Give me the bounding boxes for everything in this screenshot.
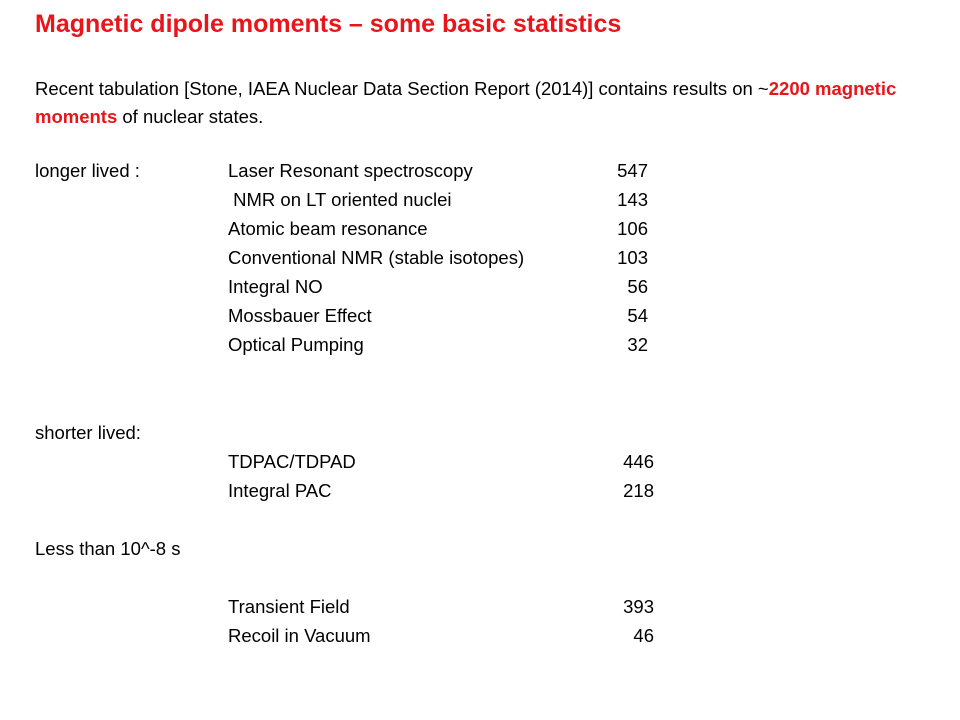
method-row (0, 189, 960, 218)
method-name: Mossbauer Effect (228, 305, 372, 326)
method-row (0, 247, 960, 276)
method-count: 32 (627, 334, 648, 355)
less-than-label: Less than 10^-8 s (35, 538, 181, 559)
method-row (0, 334, 960, 363)
method-row (0, 596, 960, 625)
longer-lived-label: longer lived : (35, 160, 140, 181)
method-row (0, 451, 960, 480)
intro-paragraph (35, 75, 935, 131)
slide-title: Magnetic dipole moments – some basic statistics (35, 10, 622, 38)
method-row (0, 305, 960, 334)
method-name: Recoil in Vacuum (228, 625, 371, 646)
method-count: 547 (617, 160, 648, 181)
method-count: 54 (627, 305, 648, 326)
method-count: 106 (617, 218, 648, 239)
shorter-lived-label: shorter lived: (35, 422, 141, 443)
method-row (0, 276, 960, 305)
method-name: Optical Pumping (228, 334, 364, 355)
method-count: 46 (633, 625, 654, 646)
method-row (0, 625, 960, 654)
intro-highlight: 2200 magnetic moments (35, 78, 897, 127)
method-name: TDPAC/TDPAD (228, 451, 356, 472)
method-count: 143 (617, 189, 648, 210)
method-count: 56 (627, 276, 648, 297)
method-count: 446 (623, 451, 654, 472)
method-row (0, 160, 960, 189)
method-row (0, 480, 960, 509)
method-name: Integral NO (228, 276, 323, 297)
method-count: 103 (617, 247, 648, 268)
method-count: 393 (623, 596, 654, 617)
method-name: NMR on LT oriented nuclei (228, 189, 452, 210)
method-count: 218 (623, 480, 654, 501)
method-name: Laser Resonant spectroscopy (228, 160, 473, 181)
intro-text-start: Recent tabulation [Stone, IAEA Nuclear Data Section Report (2014)] contains results on ~ (35, 78, 769, 99)
method-name: Conventional NMR (stable isotopes) (228, 247, 525, 268)
intro-text-end: of nuclear states. (117, 106, 264, 127)
method-name: Atomic beam resonance (228, 218, 428, 239)
method-name: Transient Field (228, 596, 350, 617)
method-row (0, 218, 960, 247)
method-name: Integral PAC (228, 480, 332, 501)
